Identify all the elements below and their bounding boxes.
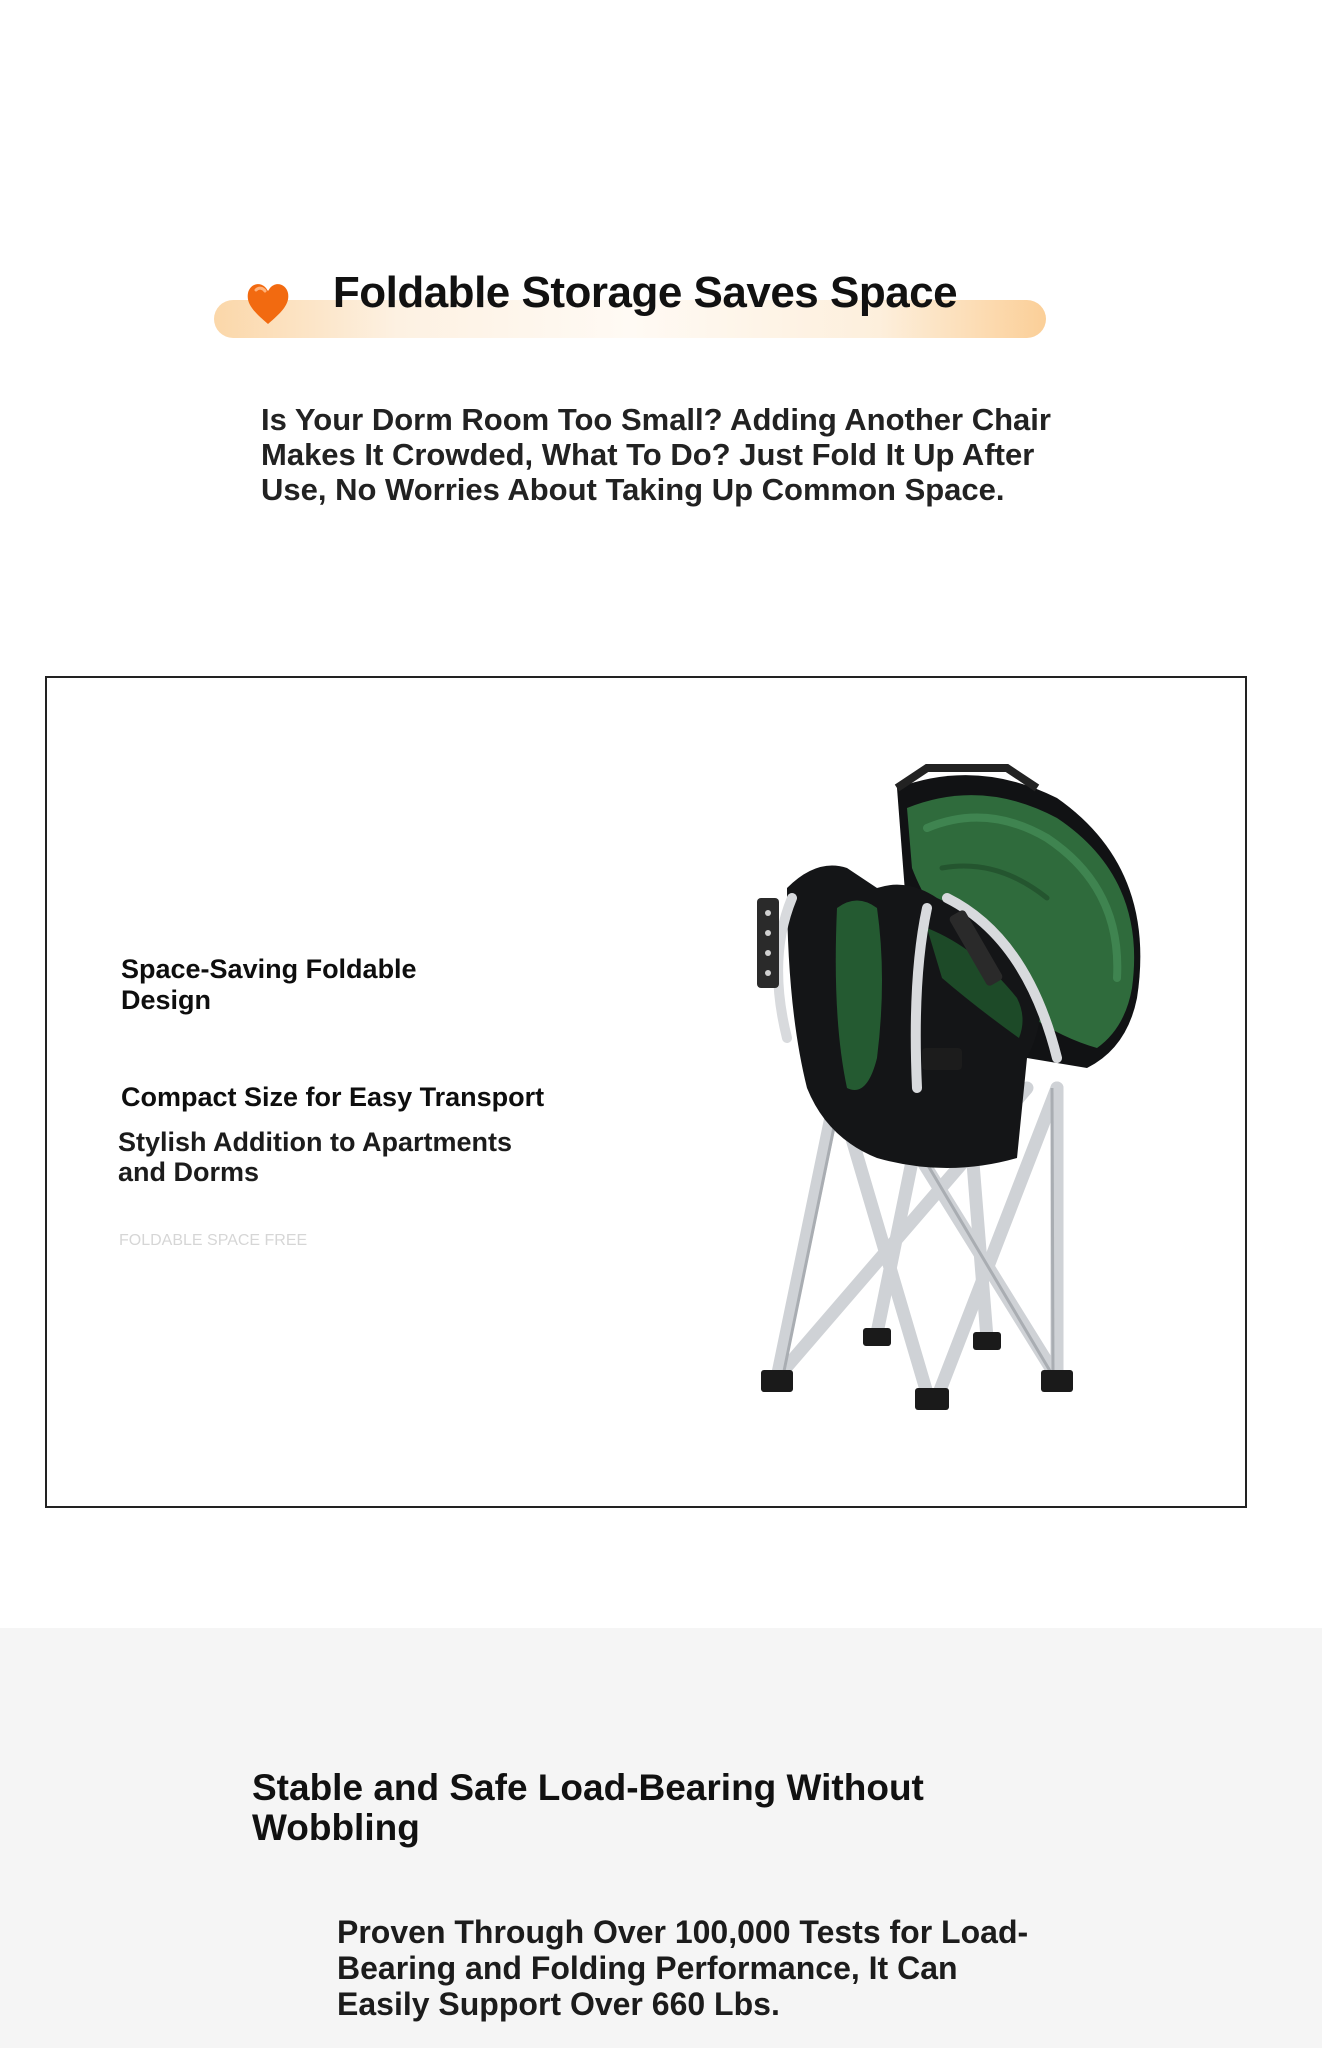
- heart-icon: [244, 278, 292, 328]
- product-frame: [45, 676, 1247, 1508]
- section2-text: Proven Through Over 100,000 Tests for Load-Bearing and Folding Performance, It Can Easily Support Over 660 Lbs.: [337, 1914, 1029, 2022]
- load-bearing-section: [0, 1628, 1322, 2048]
- intro-text: Is Your Dorm Room Too Small? Adding Another Chair Makes It Crowded, What To Do? Just Fold It Up After Use, No Worries About Taking Up Common Space.: [261, 402, 1051, 507]
- feature-compact-size: Compact Size for Easy Transport: [121, 1082, 545, 1112]
- folded-chair-image: [727, 758, 1207, 1438]
- feature-stylish-addition: Stylish Addition to Apartments and Dorms: [118, 1127, 513, 1187]
- section-title: Foldable Storage Saves Space: [332, 268, 958, 317]
- section2-title: Stable and Safe Load-Bearing Without Wobbling: [252, 1767, 924, 1848]
- feature-space-saving: Space-Saving Foldable Design: [121, 954, 417, 1015]
- foldable-tag: FOLDABLE SPACE FREE: [119, 1232, 308, 1249]
